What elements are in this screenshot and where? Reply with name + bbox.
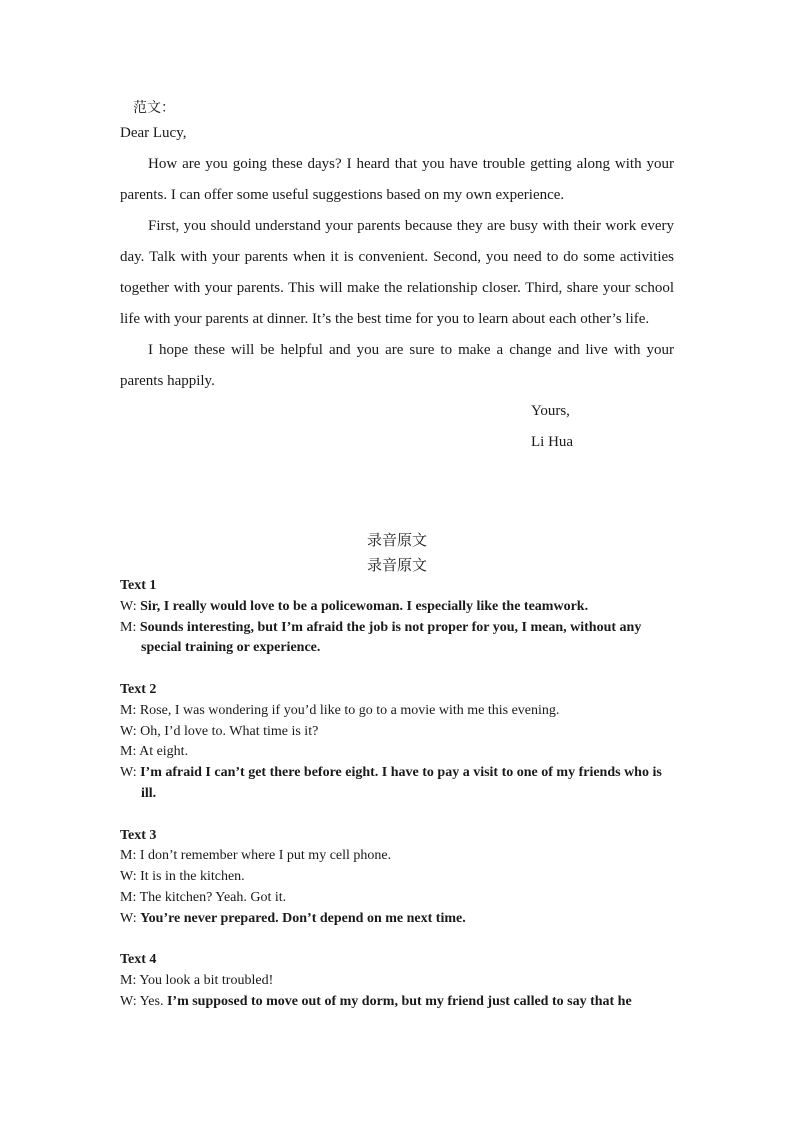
line-plain-text: I don’t remember where I put my cell phone. [139, 848, 392, 864]
speaker-label: W: [120, 723, 141, 739]
dialogue-line [120, 763, 680, 805]
line-bold-text: Sounds interesting, but I’m afraid the job is not proper for you, I mean, without any special training or experience. [139, 619, 642, 656]
sample-essay-label: 范文： [133, 100, 175, 116]
letter-paragraph-3: I hope these will be helpful and you are sure to make a change and live with your parents happily. [120, 342, 674, 389]
transcript-subheading: 录音原文 [366, 556, 427, 574]
text-3-title: Text 3 [120, 827, 157, 843]
section-spacer [120, 659, 680, 680]
line-plain-text: It is in the kitchen. [140, 869, 245, 885]
letter-paragraph-2: First, you should understand your parents because they are busy with their work every day. Talk with your parents when it is convenient. Second, you need to do some activities together with your parents. This will make the relationship closer. Third, share your school life with your parents at dinner. It’s the best time for you to learn about each other’s life. [120, 218, 674, 327]
dialogue-line [120, 909, 680, 930]
sample-letter [120, 118, 674, 397]
dialogue-line [120, 867, 680, 888]
speaker-label: M: [120, 889, 140, 905]
text-1-title: Text 1 [120, 578, 157, 593]
dialogue-line [120, 846, 680, 867]
line-bold-text: You’re never prepared. Don’t depend on me next time. [140, 910, 466, 926]
speaker-label: W: [120, 993, 140, 1009]
section-spacer [120, 805, 680, 826]
letter-signature: Li Hua [531, 434, 574, 450]
line-bold-text: I’m afraid I can’t get there before eight. I have to pay a visit to one of my friends who is ill. [140, 765, 662, 801]
text-4-title: Text 4 [120, 952, 157, 968]
dialogue-line [120, 597, 680, 618]
speaker-label: W: [120, 765, 141, 781]
transcript-heading: 录音原文 [366, 531, 427, 549]
letter-salutation: Dear Lucy, [120, 125, 187, 141]
speaker-label: M: [120, 744, 140, 760]
line-plain-text: Yes. [139, 993, 167, 1009]
dialogue-line [120, 701, 680, 722]
section-spacer [120, 930, 680, 951]
letter-paragraph-1: How are you going these days? I heard that you have trouble getting along with your parents. I can offer some useful suggestions based on my own experience. [120, 156, 674, 203]
line-plain-text: You look a bit troubled! [139, 973, 274, 989]
text-2-title: Text 2 [120, 681, 157, 697]
line-plain-text: Oh, I’d love to. What time is it? [140, 723, 319, 739]
speaker-label: W: [120, 869, 141, 885]
dialogue-line [120, 992, 680, 1013]
dialogue-line [120, 722, 680, 743]
dialogue-line [120, 742, 680, 763]
speaker-label: M: [120, 848, 140, 864]
line-bold-text: I’m supposed to move out of my dorm, but my friend just called to say that he [166, 993, 632, 1009]
dialogue-line [120, 888, 680, 909]
speaker-label: M: [120, 619, 140, 635]
letter-closing: Yours, [531, 403, 570, 419]
speaker-label: M: [120, 973, 140, 989]
line-bold-text: Sir, I really would love to be a policewoman. I especially like the teamwork. [140, 598, 589, 614]
transcript-body [120, 576, 680, 1013]
line-plain-text: Rose, I was wondering if you’d like to go to a movie with me this evening. [139, 702, 560, 718]
dialogue-line [120, 618, 680, 660]
dialogue-line [120, 971, 680, 992]
line-plain-text: The kitchen? Yeah. Got it. [139, 889, 287, 905]
speaker-label: W: [120, 598, 141, 614]
speaker-label: M: [120, 702, 140, 718]
speaker-label: W: [120, 910, 141, 926]
line-plain-text: At eight. [139, 744, 189, 760]
